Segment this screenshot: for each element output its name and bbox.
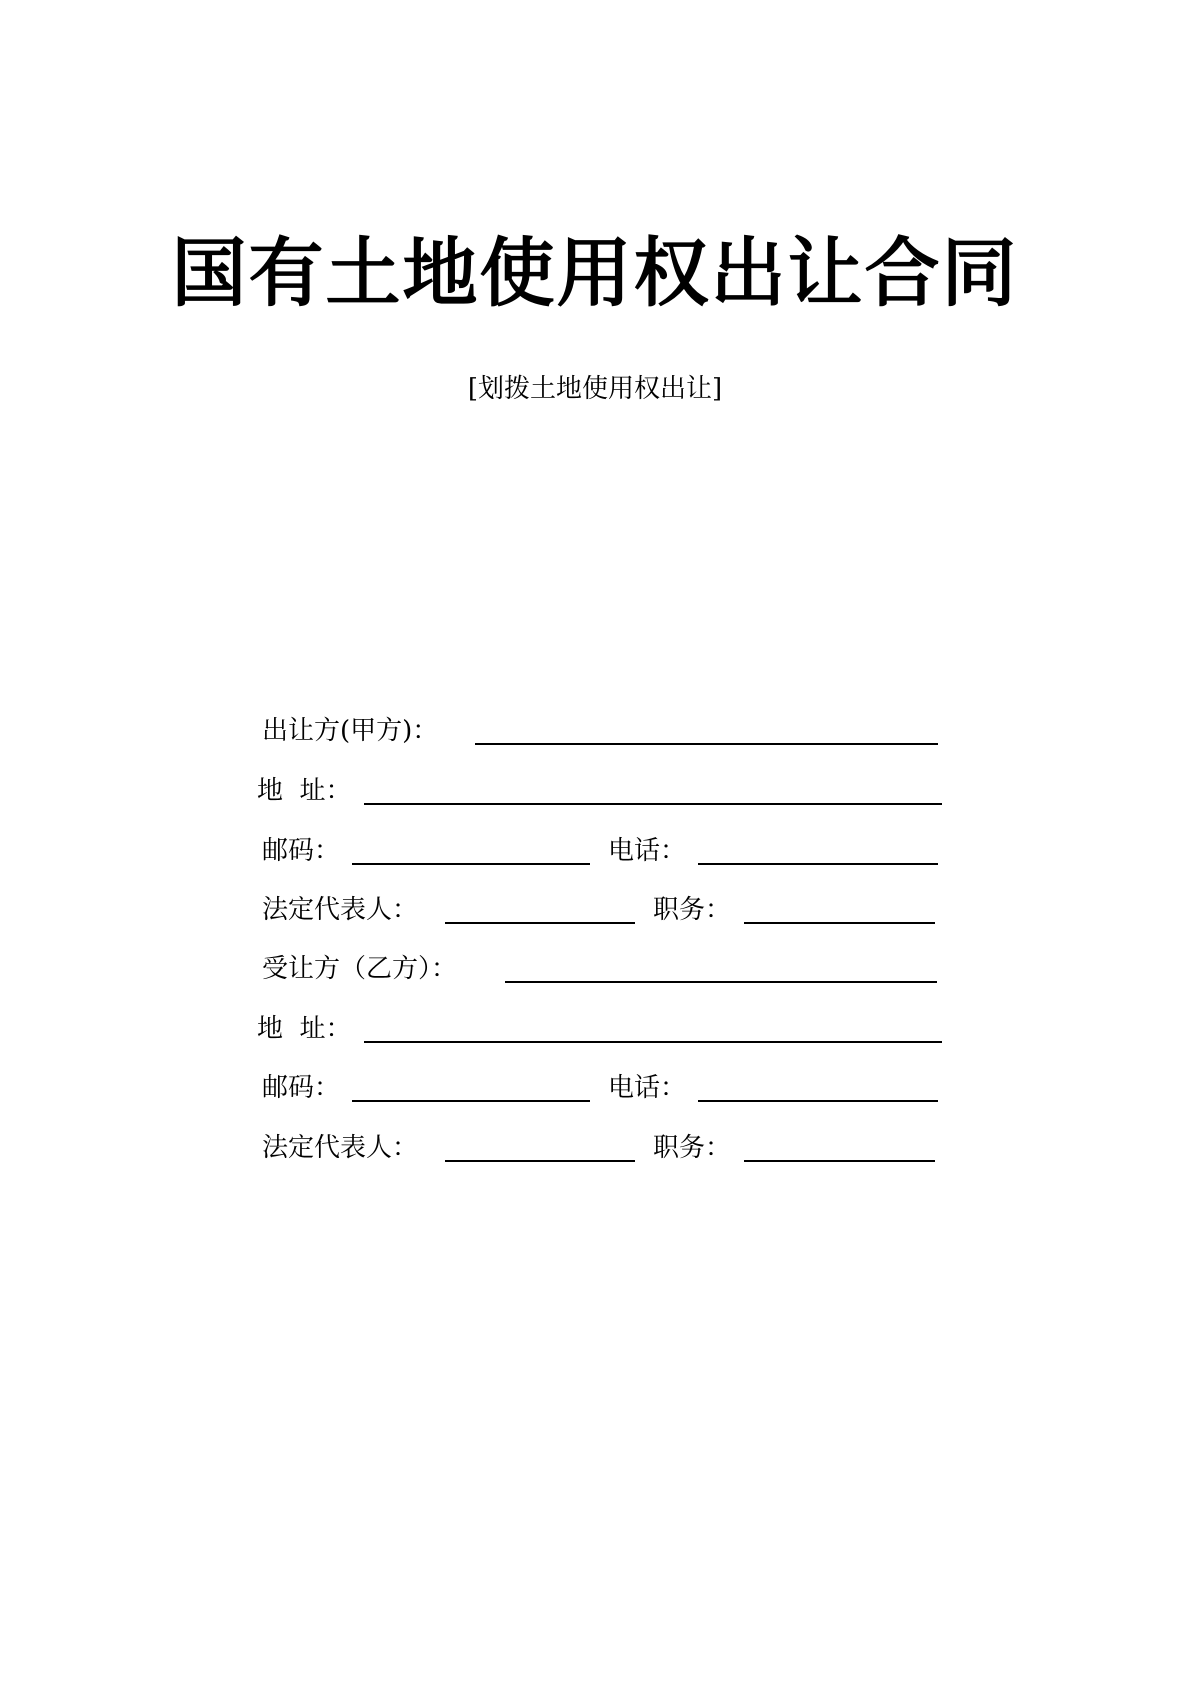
transferor-legal-rep-field[interactable]: [445, 922, 635, 924]
transferee-phone-label: 电话：: [608, 1073, 687, 1103]
transferee-party-label: 受让方（乙方）：: [262, 954, 458, 984]
transferor-legal-rep-label: 法定代表人：: [262, 895, 419, 925]
transferor-party-field[interactable]: [475, 743, 938, 745]
transferee-legal-rep-label: 法定代表人：: [262, 1133, 419, 1163]
document-subtitle: [划拨土地使用权出让]: [467, 374, 723, 404]
transferee-postcode-field[interactable]: [352, 1100, 590, 1102]
transferor-postcode-field[interactable]: [352, 863, 590, 865]
transferee-legal-rep-field[interactable]: [445, 1160, 635, 1162]
transferee-party-field[interactable]: [505, 981, 937, 983]
transferee-party-row: [0, 951, 1190, 987]
transferee-contact-row: [0, 1070, 1190, 1106]
transferor-phone-field[interactable]: [698, 863, 938, 865]
transferee-position-field[interactable]: [744, 1160, 935, 1162]
transferor-party-label: 出让方(甲方)：: [262, 716, 439, 746]
transferee-address-label: 地 址：: [257, 1014, 352, 1044]
transferee-phone-field[interactable]: [698, 1100, 938, 1102]
transferor-address-label: 地 址：: [257, 776, 352, 806]
transferee-address-row: [0, 1011, 1190, 1047]
transferee-position-label: 职务：: [653, 1133, 732, 1163]
transferor-phone-label: 电话：: [608, 836, 687, 866]
transferor-address-field[interactable]: [364, 803, 942, 805]
transferee-rep-row: [0, 1130, 1190, 1166]
transferor-contact-row: [0, 833, 1190, 869]
transferee-address-field[interactable]: [364, 1041, 942, 1043]
transferor-address-row: [0, 773, 1190, 809]
transferee-postcode-label: 邮码：: [262, 1073, 341, 1103]
transferor-position-label: 职务：: [653, 895, 732, 925]
document-title: 国有土地使用权出让合同: [171, 229, 1019, 317]
transferor-postcode-label: 邮码：: [262, 836, 341, 866]
transferor-party-row: [0, 713, 1190, 749]
transferor-rep-row: [0, 892, 1190, 928]
transferor-position-field[interactable]: [744, 922, 935, 924]
